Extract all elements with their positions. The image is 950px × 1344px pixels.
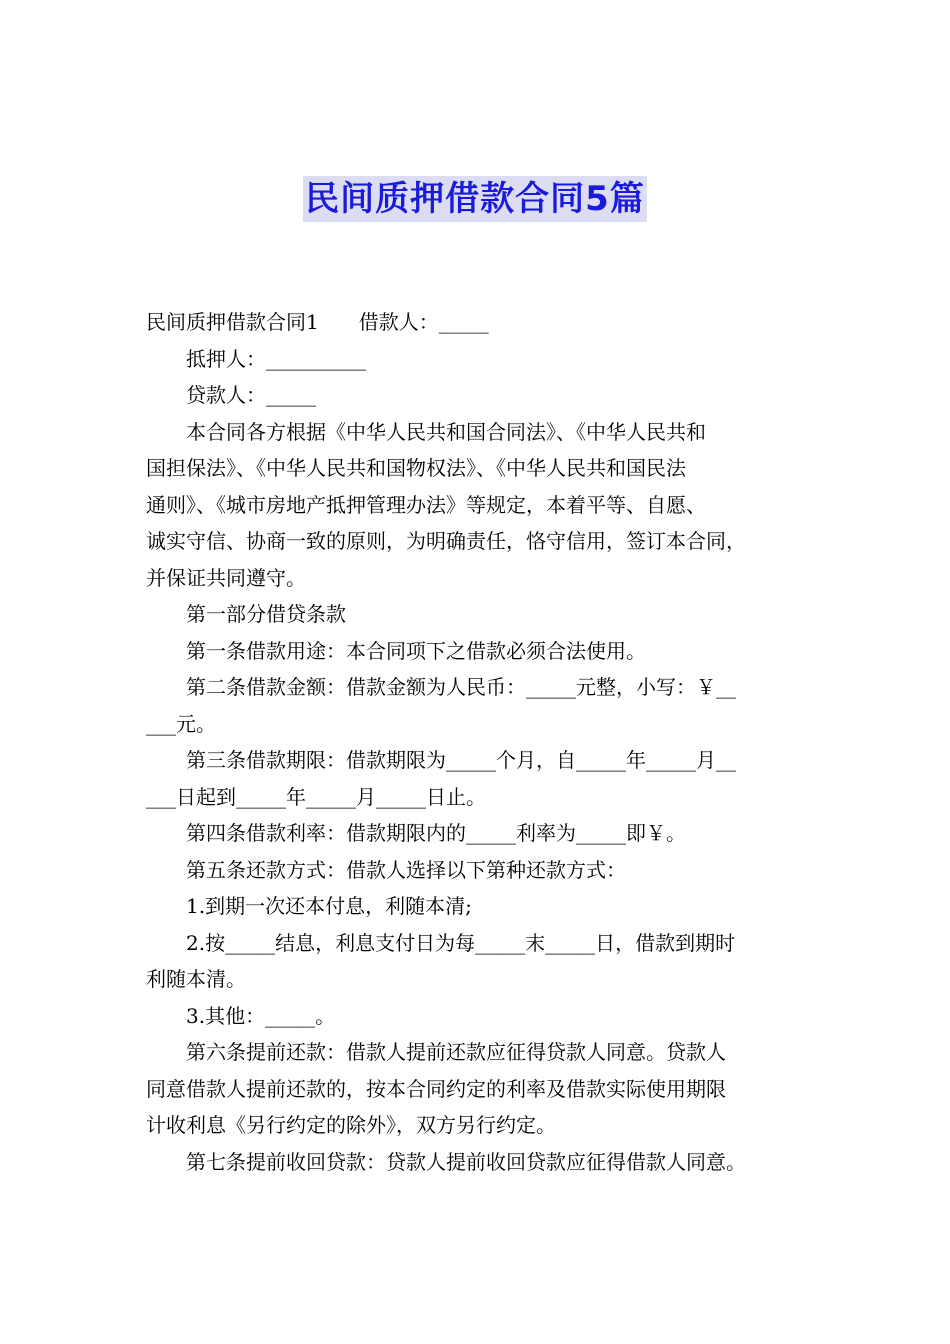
- text-line: 第五条还款方式：借款人选择以下第种还款方式：: [146, 857, 626, 882]
- text-line: ___日起到_____年_____月_____日止。: [146, 784, 486, 809]
- text-line: 本合同各方根据《中华人民共和国合同法》、《中华人民共和: [146, 419, 706, 444]
- text-line: 第二条借款金额：借款金额为人民币：_____元整，小写：￥__: [146, 675, 736, 699]
- text-line: 贷款人：_____: [146, 383, 316, 407]
- text-line: 通则》、《城市房地产抵押管理办法》等规定，本着平等、自愿、: [146, 492, 706, 517]
- text-line: 利随本清。: [146, 967, 246, 991]
- document-title: 民间质押借款合同5篇: [303, 176, 647, 222]
- text-line: 第四条借款利率：借款期限内的_____利率为_____即￥。: [146, 821, 686, 845]
- text-line: 第七条提前收回贷款：贷款人提前收回贷款应征得借款人同意。: [146, 1149, 746, 1174]
- text-line: 第六条提前还款：借款人提前还款应征得贷款人同意。贷款人: [146, 1040, 726, 1064]
- text-line: 3.其他：_____。: [146, 1003, 336, 1028]
- text-line: 同意借款人提前还款的，按本合同约定的利率及借款实际使用期限: [146, 1076, 726, 1101]
- text-line: 国担保法》、《中华人民共和国物权法》、《中华人民共和国民法: [146, 456, 686, 480]
- text-line: 第一部分借贷条款: [146, 602, 346, 626]
- document-body: [146, 304, 826, 1180]
- text-line: 诚实守信、协商一致的原则，为明确责任，恪守信用，签订本合同，: [146, 529, 746, 553]
- text-line: 民间质押借款合同1 借款人：_____: [146, 310, 489, 334]
- text-line: 并保证共同遵守。: [146, 565, 306, 590]
- text-line: 抵押人：__________: [146, 346, 366, 371]
- text-line: 1.到期一次还本付息，利随本清;: [146, 894, 472, 918]
- text-line: 第三条借款期限：借款期限为_____个月，自_____年_____月__: [146, 748, 736, 772]
- text-line: 2.按_____结息，利息支付日为每_____末_____日，借款到期时: [146, 930, 736, 955]
- text-line: ___元。: [146, 711, 216, 736]
- document-title-container: [0, 176, 950, 222]
- text-line: 计收利息《另行约定的除外》，双方另行约定。: [146, 1113, 556, 1137]
- text-line: 第一条借款用途：本合同项下之借款必须合法使用。: [146, 638, 646, 663]
